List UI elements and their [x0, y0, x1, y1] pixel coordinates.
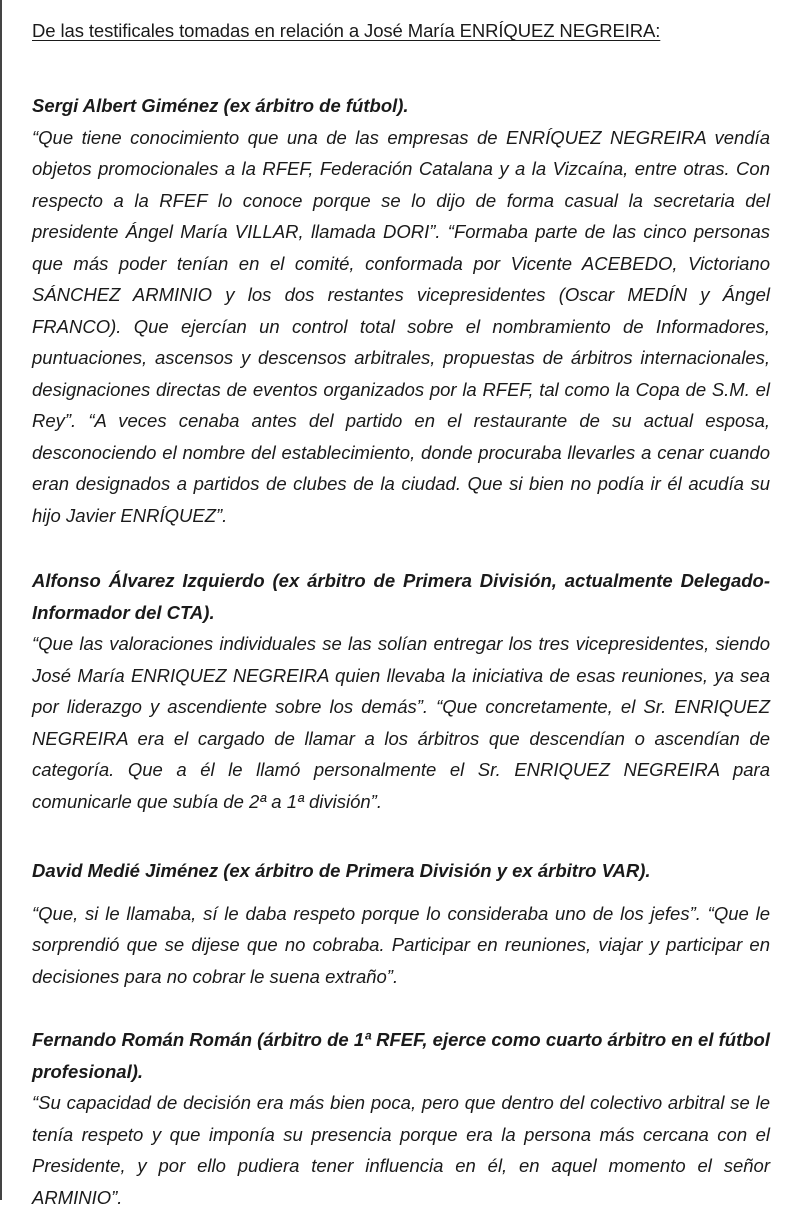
witness-statement: “Que las valoraciones individuales se las solían entregar los tres vicepresidentes, siendo José María ENRIQUEZ NEGREIRA quien llevaba la iniciativa de esas reuniones, ya sea por liderazgo y ascendiente sobre los demás”. “Que concretamente, el Sr. ENRIQUEZ NEGREIRA era el cargado de llamar a los árbitros que descendían o ascendían de categoría. Que a él le llamó personalmente el Sr. ENRIQUEZ NEGREIRA para comunicarle que subía de 2ª a 1ª división”.	[32, 633, 770, 812]
witness-statement: “Que, si le llamaba, sí le daba respeto porque lo consideraba uno de los jefes”. “Que le sorprendió que se dijese que no cobraba. Participar en reuniones, viajar y participar en decisiones para no cobrar le suena extraño”.	[32, 902, 770, 987]
section-heading: De las testificales tomadas en relación a José María ENRÍQUEZ NEGREIRA:	[32, 20, 661, 41]
witness-statement: “Su capacidad de decisión era más bien poca, pero que dentro del colectivo arbitral se le tenía respeto y que imponía su presencia porque era la persona más cercana con el Presidente, y por ello pudiera tener influencia en él, en aquel momento el señor ARMINIO”.	[32, 1092, 770, 1208]
testimony-block	[32, 565, 770, 817]
testimony-block	[32, 90, 770, 531]
witness-name: Alfonso Álvarez Izquierdo (ex árbitro de Primera División, actualmente Delegado-Informador del CTA).	[32, 570, 770, 623]
witness-statement: “Que tiene conocimiento que una de las empresas de ENRÍQUEZ NEGREIRA vendía objetos promocionales a la RFEF, Federación Catalana y a la Vizcaína, entre otras. Con respecto a la RFEF lo conoce porque se lo dijo de forma casual la secretaria del presidente Ángel María VILLAR, llamada DORI”. “Formaba parte de las cinco personas que más poder tenían en el comité, conformada por Vicente ACEBEDO, Victoriano SÁNCHEZ ARMINIO y los dos restantes vicepresidentes (Oscar MEDÍN y Ángel FRANCO). Que ejercían un control total sobre el nombramiento de Informadores, puntuaciones, ascensos y descensos arbitrales, propuestas de árbitros internacionales, designaciones directas de eventos organizados por la RFEF, tal como la Copa de S.M. el Rey”. “A veces cenaba antes del partido en el restaurante de su actual esposa, desconociendo el nombre del establecimiento, donde procuraba llevarles a cenar cuando eran designados a partidos de clubes de la ciudad. Que si bien no podía ir él acudía su hijo Javier ENRÍQUEZ”.	[32, 126, 770, 526]
witness-name: David Medié Jiménez (ex árbitro de Primera División y ex árbitro VAR).	[32, 860, 651, 881]
testimony-block	[32, 1024, 770, 1213]
witness-name: Sergi Albert Giménez (ex árbitro de fútbol).	[32, 95, 409, 116]
testimony-block	[32, 855, 770, 992]
witness-name: Fernando Román Román (árbitro de 1ª RFEF, ejerce como cuarto árbitro en el fútbol profesional).	[32, 1029, 770, 1082]
